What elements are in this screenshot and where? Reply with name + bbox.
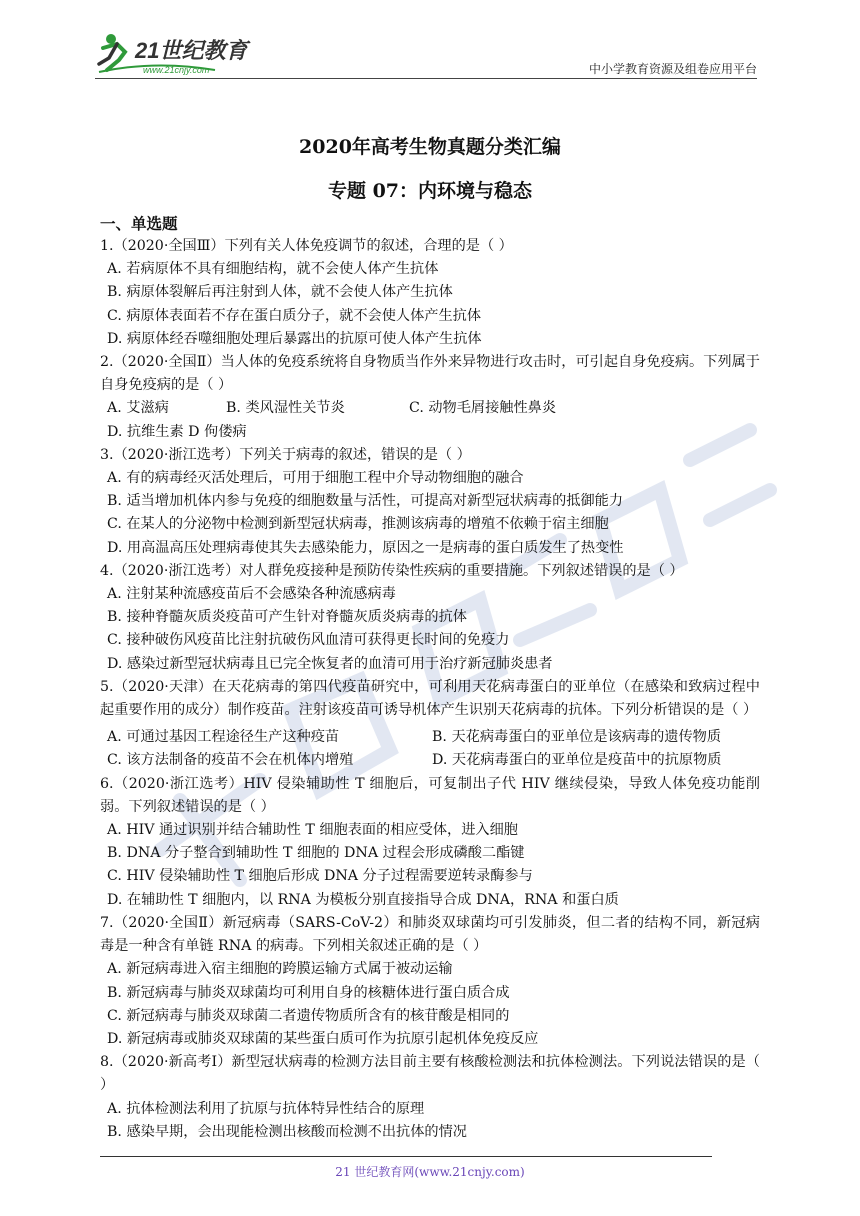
footer-divider — [100, 1156, 712, 1157]
option: D. 新冠病毒或肺炎双球菌的某些蛋白质可作为抗原引起机体免疫反应 — [107, 1030, 539, 1047]
option: B. 天花病毒蛋白的亚单位是该病毒的遗传物质 — [432, 729, 722, 746]
option: C. 病原体表面若不存在蛋白质分子，就不会使人体产生抗体 — [107, 307, 482, 324]
option: C. 接种破伤风疫苗比注射抗破伤风血清可获得更长时间的免疫力 — [107, 632, 510, 649]
section-heading: 一、单选题 — [100, 214, 178, 233]
question-stem: 4.（2020·浙江选考）对人群免疫接种是预防传染性疾病的重要措施。下列叙述错误的是（ ） — [100, 562, 684, 579]
question-stem: 7.（2020·全国Ⅱ）新冠病毒（SARS-CoV-2）和肺炎双球菌均可引发肺炎，但二者的结构不同，新冠病毒是一种含有单链 RNA 的病毒。下列相关叙述正确的是（ ） — [100, 914, 760, 955]
option: B. 病原体裂解后再注射到人体，就不会使人体产生抗体 — [107, 284, 453, 301]
option: A. 若病原体不具有细胞结构，就不会使人体产生抗体 — [107, 261, 439, 278]
option-row — [107, 397, 760, 443]
question-stem: 2.（2020·全国Ⅱ）当人体的免疫系统将自身物质当作外来异物进行攻击时，可引起自身免疫病。下列属于自身免疫病的是（ ） — [100, 354, 760, 394]
option: A. 注射某种流感疫苗后不会感染各种流感病毒 — [107, 586, 396, 603]
option: C. 新冠病毒与肺炎双球菌二者遗传物质所含有的核苷酸是相同的 — [107, 1007, 510, 1024]
option: D. 天花病毒蛋白的亚单位是疫苗中的抗原物质 — [432, 752, 722, 769]
question-stem: 6.（2020·浙江选考）HIV 侵染辅助性 T 细胞后，可复制出子代 HIV 继续侵染，导致人体免疫功能削弱。下列叙述错误的是（ ） — [100, 775, 760, 815]
logo-text: 21世纪教育 — [135, 38, 248, 63]
logo-url: www.21cnjy.com — [143, 65, 210, 75]
option: C. HIV 侵染辅助性 T 细胞后形成 DNA 分子过程需要逆转录酶参与 — [107, 868, 533, 885]
option: B. 适当增加机体内参与免疫的细胞数量与活性，可提高对新型冠状病毒的抵御能力 — [107, 493, 624, 510]
question-stem: 5.（2020·天津）在天花病毒的第四代疫苗研究中，可利用天花病毒蛋白的亚单位（在感染和致病过程中起重要作用的成分）制作疫苗。注射该疫苗可诱导机体产生识别天花病毒的抗体。下列分析错误的是（ ） — [100, 678, 760, 719]
page-header — [95, 30, 757, 80]
option: A. 可通过基因工程途径生产这种疫苗 — [107, 729, 340, 746]
question-list — [100, 212, 760, 1144]
option: D. 用高温高压处理病毒使其失去感染能力，原因之一是病毒的蛋白质发生了热变性 — [107, 539, 624, 556]
question-stem: 3.（2020·浙江选考）下列关于病毒的叙述，错误的是（ ） — [100, 446, 471, 463]
option: D. 感染过新型冠状病毒且已完全恢复者的血清可用于治疗新冠肺炎患者 — [107, 655, 553, 672]
option: A. 新冠病毒进入宿主细胞的跨膜运输方式属于被动运输 — [107, 961, 453, 978]
option: B. 新冠病毒与肺炎双球菌均可利用自身的核糖体进行蛋白质合成 — [107, 984, 510, 1001]
option-row — [107, 749, 760, 772]
document-subtitle: 专题 07：内环境与稳态 — [327, 180, 533, 202]
header-platform-text: 中小学教育资源及组卷应用平台 — [588, 62, 757, 76]
option: A. 有的病毒经灭活处理后，可用于细胞工程中介导动物细胞的融合 — [107, 470, 524, 487]
option: B. 接种脊髓灰质炎疫苗可产生针对脊髓灰质炎病毒的抗体 — [107, 609, 467, 626]
option: D. 病原体经吞噬细胞处理后暴露出的抗原可使人体产生抗体 — [107, 330, 482, 347]
option: A. HIV 通过识别并结合辅助性 T 细胞表面的相应受体，进入细胞 — [107, 822, 518, 839]
option: A. 抗体检测法利用了抗原与抗体特异性结合的原理 — [107, 1100, 425, 1117]
header-divider — [95, 78, 757, 79]
option-row — [107, 726, 760, 749]
option: B. DNA 分子整合到辅助性 T 细胞的 DNA 过程会形成磷酸二酯键 — [107, 845, 525, 862]
question-stem: 8.（2020·新高考Ⅰ）新型冠状病毒的检测方法目前主要有核酸检测法和抗体检测法。下列说法错误的是（ ） — [100, 1054, 760, 1094]
option: A. 艾滋病 — [107, 400, 169, 417]
question-stem: 1.（2020·全国Ⅲ）下列有关人体免疫调节的叙述，合理的是（ ） — [100, 238, 513, 254]
option: C. 动物毛屑接触性鼻炎 — [409, 400, 557, 417]
footer-link[interactable]: 21 世纪教育网(www.21cnjy.com) — [335, 1165, 525, 1179]
option: B. 感染早期，会出现能检测出核酸而检测不出抗体的情况 — [107, 1123, 467, 1140]
option: C. 该方法制备的疫苗不会在机体内增殖 — [107, 752, 354, 769]
option: B. 类风湿性关节炎 — [226, 400, 345, 417]
option: D. 抗维生素 D 佝偻病 — [107, 423, 247, 440]
option: C. 在某人的分泌物中检测到新型冠状病毒，推测该病毒的增殖不依赖于宿主细胞 — [107, 516, 609, 533]
logo-21cnjy — [95, 30, 265, 76]
option: D. 在辅助性 T 细胞内，以 RNA 为模板分别直接指导合成 DNA，RNA 和蛋白质 — [107, 891, 619, 908]
document-title: 2020年高考生物真题分类汇编 — [299, 136, 561, 158]
